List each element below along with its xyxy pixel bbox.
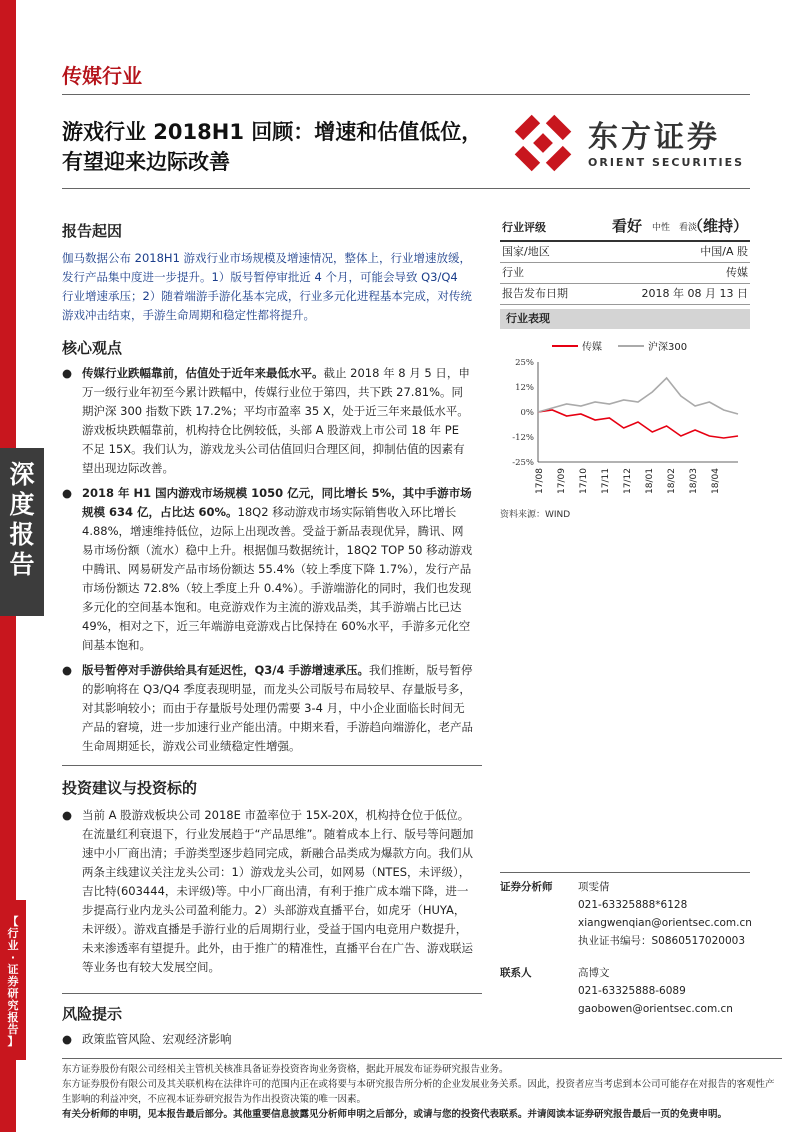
series-line-传媒 bbox=[538, 410, 738, 438]
risk-bullets bbox=[62, 1030, 474, 1055]
section-heading-core: 核心观点 bbox=[62, 339, 123, 357]
core-bullets bbox=[62, 364, 474, 762]
tag-char: 告 bbox=[7, 1023, 19, 1036]
info-key: 国家/地区 bbox=[502, 245, 550, 258]
page-title: 游戏行业 2018H1 回顾：增速和估值低位，有望迎来边际改善 bbox=[62, 120, 483, 174]
divider bbox=[500, 872, 750, 873]
x-tick-label: 17/08 bbox=[535, 468, 545, 494]
contact-email[interactable]: gaobowen@orientsec.com.cn bbox=[578, 1003, 733, 1015]
company-logo bbox=[510, 110, 750, 180]
tag-char: 券 bbox=[7, 975, 19, 988]
contact-phone: 021-63325888-6089 bbox=[578, 985, 686, 997]
section-heading-origin: 报告起因 bbox=[62, 222, 123, 240]
logo-mark-icon bbox=[510, 110, 576, 176]
sector-title: 传媒行业 bbox=[62, 64, 142, 88]
analyst-role: 证券分析师 bbox=[500, 881, 553, 893]
logo-text-cn: 东方证券 bbox=[588, 120, 720, 155]
list-item: ● 政策监管风险、宏观经济影响 bbox=[62, 1032, 232, 1046]
y-tick-label: 0% bbox=[520, 408, 534, 418]
x-tick-label: 17/10 bbox=[579, 468, 589, 494]
rating-value: 看好 bbox=[612, 217, 643, 235]
footer-line: 东方证券股份有限公司及其关联机构在法律许可的范围内正在或将要与本研究报告所分析的企业发展业务关系。因此，投资者应当考虑到本公司可能存在对报告的客观性产生影响的利益冲突，不应视本证券研究报告为作出投资决策的唯一因素。 bbox=[62, 1079, 775, 1105]
performance-heading: 行业表现 bbox=[500, 309, 750, 329]
origin-paragraph: 伽马数据公布 2018H1 游戏行业市场规模及增速情况，整体上，行业增速放缓，发行产品集中度进一步提升。1）版号暂停审批近 4 个月，可能会导致 Q3/Q4 行业增速承压；2）随着端游手游化基本完成，行业多元化进程基本完成，对传统游戏冲击结束，手游生命周期和稳定性都将提升。 bbox=[62, 251, 472, 322]
risk-text: 政策监管风险、宏观经济影响 bbox=[82, 1032, 232, 1046]
divider bbox=[62, 765, 482, 766]
footer-line: 有关分析师的申明，见本报告最后部分。其他重要信息披露见分析师申明之后部分，或请与您的投资代表联系。并请阅读本证券研究报告最后一页的免责申明。 bbox=[62, 1109, 728, 1120]
contact-name: 高博文 bbox=[578, 967, 610, 979]
invest-bullets bbox=[62, 806, 474, 983]
bullet-text: 18Q2 移动游戏市场实际销售收入环比增长 4.88%，增速维持低位，边际上出现改善。受益于新品表现优异，腾讯、网易市场份额（流水）稳中上升。根据伽马数据统计，18Q2 TOP 50 移动游戏中腾讯、网易研发产品市场份额达 55.4%（较上季度下降 1.7%），发行产品市场份额达 72.8%（较上季度上升 0.4%）。手游端游化的同时，我们也发现多元化的空间基本饱和。电竞游戏作为主流的游戏品类，其手游端占比已达 49%，相对之下，近三年端游电竞游戏占比保持在 60%水平，手游多元化空间基本饱和。 bbox=[82, 505, 473, 652]
report-type-char: 度 bbox=[9, 490, 35, 519]
analyst-block bbox=[500, 878, 755, 968]
info-row bbox=[500, 284, 750, 305]
report-type-char: 深 bbox=[9, 460, 35, 489]
legend-label: 沪深300 bbox=[648, 342, 688, 353]
bullet-text: 截止 2018 年 8 月 5 日，申万一级行业年初至今累计跌幅中，传媒行业位于第四，共下跌 27.81%。同期沪深 300 指数下跌 17.2%；平均市盈率 35 X，处于近三年来最低水平。游戏板块跌幅靠前，机构持仓比例较低，头部 A 股游戏上市公司 18 年 PE 不足 15X。我们认为，游戏龙头公司估值回归合理区间，抑制估值的因素有望出现边际改善。 bbox=[82, 366, 470, 475]
section-heading-invest: 投资建议与投资标的 bbox=[62, 779, 198, 797]
divider bbox=[62, 94, 750, 95]
list-item: ● 版号暂停对手游供给具有延迟性，Q3/4 手游增速承压。我们推断，版号暂停的影响将在 Q3/Q4 季度表现明显，而龙头公司版号布局较早、存量版号多，对其影响较小；而由于存量版号处理仍需要 3-4 月，中小企业面临长时间无产品的窘境，进一步加速行业产能出清。中期来看，手游趋向端游化，老产品生命周期延长，游戏公司业绩稳定性增强。 bbox=[62, 663, 473, 753]
report-type-block bbox=[0, 448, 44, 616]
contact-block bbox=[500, 964, 755, 1024]
section-heading-risk: 风险提示 bbox=[62, 1005, 123, 1023]
logo-text-en: ORIENT SECURITIES bbox=[588, 156, 745, 169]
info-key: 报告发布日期 bbox=[502, 287, 568, 300]
x-tick-label: 18/04 bbox=[711, 468, 721, 494]
rating-table bbox=[500, 218, 750, 305]
x-tick-label: 18/03 bbox=[689, 468, 699, 494]
y-tick-label: -25% bbox=[512, 458, 534, 468]
performance-chart bbox=[500, 334, 750, 514]
tag-char: · bbox=[10, 951, 16, 964]
y-tick-label: -12% bbox=[512, 433, 534, 443]
list-item: ● 当前 A 股游戏板块公司 2018E 市盈率位于 15X-20X，机构持仓位于低位。在流量红利衰退下，行业发展趋于“产品思维”。随着成本上行、版号等问题加速中小厂商出清；手游类型逐步趋同完成，新融合品类成为爆款方向。我们从两条主线建议关注龙头公司：1）游戏龙头公司，如网易（NTES，未评级），吉比特(603444，未评级)等。中小厂商出清，有利于推广成本端下降，进一步提高行业内龙头公司盈利能力。2）头部游戏直播平台，如虎牙（HUYA，未评级）。游戏直播是手游行业的后周期行业，受益于国内电竞用户数提升，未来渗透率有望提升。此外，由于推广的精准性，直播平台在广告、游戏联运等业务也有较大发展空间。 bbox=[62, 808, 474, 974]
report-category-tag bbox=[0, 900, 26, 1060]
disclaimer-footer bbox=[62, 1062, 782, 1122]
x-tick-label: 18/02 bbox=[667, 468, 677, 494]
info-key: 行业 bbox=[502, 266, 524, 279]
x-tick-label: 17/11 bbox=[601, 468, 611, 494]
footer-line: 东方证券股份有限公司经相关主管机关核准具备证券投资咨询业务资格，据此开展发布证券研究报告业务。 bbox=[62, 1064, 509, 1075]
bullet-bold: 2018 年 H1 国内游戏市场规模 1050 亿元，同比增长 5%，其中手游市场规模 634 亿，占比达 60%。 bbox=[82, 486, 472, 519]
contact-info bbox=[578, 964, 753, 1018]
analyst-phone: 021-63325888*6128 bbox=[578, 899, 688, 911]
y-tick-label: 25% bbox=[515, 358, 534, 368]
list-item: ● 2018 年 H1 国内游戏市场规模 1050 亿元，同比增长 5%，其中手游市场规模 634 亿，占比达 60%。18Q2 移动游戏市场实际销售收入环比增长 4.88%，增速维持低位，边际上出现改善。受益于新品表现优异，腾讯、网易市场份额（流水）稳中上升。根据伽马数据统计，18Q2 TOP 50 移动游戏中腾讯、网易研发产品市场份额达 55.4%（较上季度下降 1.7%），发行产品市场份额达 72.8%（较上季度上升 0.4%）。手游端游化的同时，我们也发现多元化的空间基本饱和。电竞游戏作为主流的游戏品类，其手游端占比已达 49%，相对之下，近三年端游电竞游戏占比保持在 60%水平，手游多元化空间基本饱和。 bbox=[62, 486, 473, 652]
divider bbox=[62, 993, 482, 994]
bullet-text: 我们推断，版号暂停的影响将在 Q3/Q4 季度表现明显，而龙头公司版号布局较早、存量版号多，对其影响较小；而由于存量版号处理仍需要 3-4 月，中小企业面临长时间无产品的窘境，进一步加速行业产能出清。中期来看，手游趋向端游化，老产品生命周期延长，游戏公司业绩稳定性增强。 bbox=[82, 663, 473, 753]
x-tick-label: 17/09 bbox=[557, 468, 567, 494]
analyst-name: 项雯倩 bbox=[578, 881, 610, 893]
tag-char: 业 bbox=[7, 939, 19, 952]
x-tick-label: 18/01 bbox=[645, 468, 655, 494]
info-value: 传媒 bbox=[726, 266, 748, 279]
list-item: ● 传媒行业跌幅靠前，估值处于近年来最低水平。截止 2018 年 8 月 5 日，申万一级行业年初至今累计跌幅中，传媒行业位于第四，共下跌 27.81%。同期沪深 300 指数下跌 17.2%；平均市盈率 35 X，处于近三年来最低水平。游戏板块跌幅靠前，机构持仓比例较低，头部 A 股游戏上市公司 18 年 PE 不足 15X。我们认为，游戏龙头公司估值回归合理区间，抑制估值的因素有望出现边际改善。 bbox=[62, 366, 470, 475]
y-tick-label: 12% bbox=[515, 383, 534, 393]
info-value: 2018 年 08 月 13 日 bbox=[641, 287, 748, 300]
tag-char: 【 bbox=[7, 915, 19, 928]
divider bbox=[62, 1058, 782, 1059]
contact-role: 联系人 bbox=[500, 967, 532, 979]
tag-char: 证 bbox=[7, 963, 19, 976]
tag-char: 】 bbox=[7, 1035, 19, 1048]
rating-label: 行业评级 bbox=[502, 221, 546, 234]
tag-char: 究 bbox=[7, 999, 19, 1012]
info-row bbox=[500, 263, 750, 284]
bullet-bold: 传媒行业跌幅靠前，估值处于近年来最低水平。 bbox=[82, 366, 324, 380]
bullet-bold: 版号暂停对手游供给具有延迟性，Q3/4 手游增速承压。 bbox=[82, 663, 369, 677]
legend-label: 传媒 bbox=[582, 342, 602, 353]
report-type-char: 报 bbox=[9, 520, 35, 549]
report-type-char: 告 bbox=[9, 550, 35, 579]
analyst-email[interactable]: xiangwenqian@orientsec.com.cn bbox=[578, 917, 752, 929]
divider bbox=[62, 188, 750, 189]
info-value: 中国/A 股 bbox=[700, 245, 748, 258]
rating-row bbox=[500, 218, 750, 242]
analyst-info bbox=[578, 878, 753, 950]
analyst-license: 执业证书编号：S0860517020003 bbox=[578, 935, 746, 947]
tag-char: 行 bbox=[7, 927, 19, 940]
chart-source: 资料来源：WIND bbox=[500, 510, 571, 520]
x-tick-label: 17/12 bbox=[623, 468, 633, 494]
tag-char: 报 bbox=[7, 1011, 19, 1024]
info-row bbox=[500, 242, 750, 263]
rating-scale: 中性 看淡 bbox=[652, 223, 698, 233]
rating-hold: （维持） bbox=[687, 217, 748, 235]
series-line-沪深300 bbox=[538, 378, 738, 414]
tag-char: 研 bbox=[7, 987, 19, 1000]
invest-text: 当前 A 股游戏板块公司 2018E 市盈率位于 15X-20X，机构持仓位于低位。在流量红利衰退下，行业发展趋于“产品思维”。随着成本上行、版号等问题加速中小厂商出清；手游类型逐步趋同完成，新融合品类成为爆款方向。我们从两条主线建议关注龙头公司：1）游戏龙头公司，如网易（NTES，未评级），吉比特(603444，未评级)等。中小厂商出清，有利于推广成本端下降，进一步提高行业内龙头公司盈利能力。2）头部游戏直播平台，如虎牙（HUYA，未评级）。游戏直播是手游行业的后周期行业，受益于国内电竞用户数提升，未来渗透率有望提升。此外，由于推广的精准性，直播平台在广告、游戏联运等业务也有较大发展空间。 bbox=[82, 808, 474, 974]
